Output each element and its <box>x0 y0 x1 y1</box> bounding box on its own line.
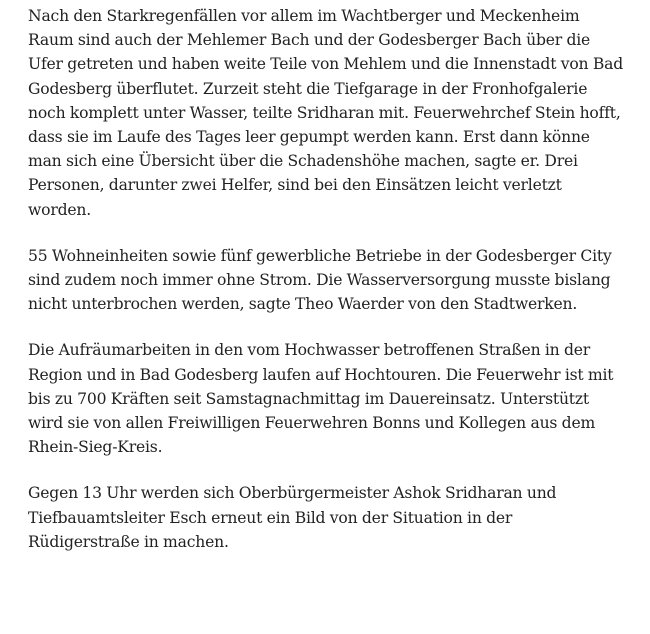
paragraph-flooding: Nach den Starkregenfällen vor allem im Wachtberger und Meckenheim Raum sind auch der Mehlemer Bach und der Godesberger Bach über die Ufer getreten und haben weite Teile von Mehlem und die Innenstadt von Bad Godesberg überflutet. Zurzeit steht die Tiefgarage in der Fronhofgalerie noch komplett unter Wasser, teilte Sridharan mit. Feuerwehrchef Stein hofft, dass sie im Laufe des Tages leer gepumpt werden kann. Erst dann könne man sich eine Übersicht über die Schadenshöhe machen, sagte er. Drei Personen, darunter zwei Helfer, sind bei den Einsätzen leicht verletzt worden. <box>28 7 623 219</box>
paragraph-power-outage: 55 Wohneinheiten sowie fünf gewerbliche Betriebe in der Godesberger City sind zudem noch immer ohne Strom. Die Wasserversorgung musste bislang nicht unterbrochen werden, sagte Theo Waerder von den Stadtwerken. <box>28 246 612 314</box>
article-body <box>28 4 624 576</box>
paragraph-mayor-visit: Gegen 13 Uhr werden sich Oberbürgermeister Ashok Sridharan und Tiefbauamtsleiter Esch erneut ein Bild von der Situation in der Rüdigerstraße in machen. <box>28 484 557 551</box>
paragraph-cleanup: Die Aufräumarbeiten in den vom Hochwasser betroffenen Straßen in der Region und in Bad Godesberg laufen auf Hochtouren. Die Feuerwehr ist mit bis zu 700 Kräften seit Samstagnachmittag im Dauereinsatz. Unterstützt wird sie von allen Freiwilligen Feuerwehren Bonns und Kollegen aus dem Rhein-Sieg-Kreis. <box>28 341 614 457</box>
